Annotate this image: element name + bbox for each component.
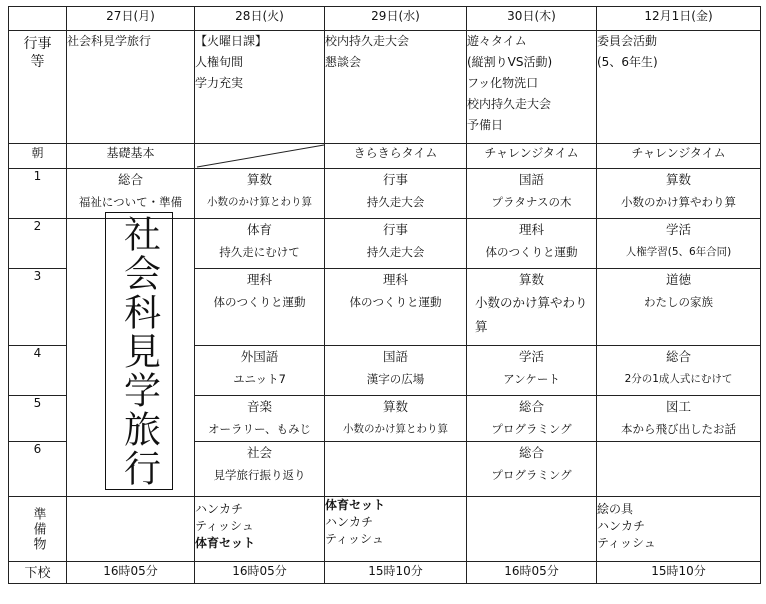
prep-item: ティッシュ xyxy=(195,519,254,533)
day-header-mon: 27日(月) xyxy=(67,7,195,31)
event-item: 校内持久走大会 xyxy=(467,97,552,111)
lesson-thu-3 xyxy=(467,269,597,346)
lesson-topic: 福祉について・準備 xyxy=(78,195,183,209)
prep-row xyxy=(9,497,761,562)
lesson-fri-3 xyxy=(597,269,761,346)
lesson-topic: 本から飛び出したお話 xyxy=(621,422,736,436)
day-header-wed: 29日(水) xyxy=(325,7,467,31)
dismissal-tue: 16時05分 xyxy=(195,562,325,584)
lesson-topic: 持久走にむけて xyxy=(219,245,300,259)
header-row xyxy=(9,7,761,31)
prep-item: 体育セット xyxy=(325,498,386,512)
lesson-topic: わたしの家族 xyxy=(644,295,713,309)
lesson-fri-5 xyxy=(597,396,761,442)
lesson-topic: プログラミング xyxy=(491,422,572,436)
period-label-6: 6 xyxy=(9,442,67,497)
lesson-tue-2 xyxy=(195,219,325,269)
lesson-fri-4 xyxy=(597,346,761,396)
lesson-topic: プログラミング xyxy=(491,468,572,482)
lesson-mon-1 xyxy=(67,169,195,219)
event-item: 社会科見学旅行 xyxy=(67,34,152,48)
event-item: 予備日 xyxy=(467,118,504,132)
lesson-topic: 体のつくりと運動 xyxy=(349,295,442,309)
lesson-subject: 図工 xyxy=(665,399,691,414)
corner-cell xyxy=(9,7,67,31)
prep-item: ハンカチ xyxy=(325,515,374,529)
events-thu xyxy=(467,31,597,144)
dismissal-wed: 15時10分 xyxy=(325,562,467,584)
event-item: 遊々タイム xyxy=(467,34,527,48)
lesson-topic: 2分の1成人式にむけて xyxy=(624,373,733,385)
event-item: 委員会活動 xyxy=(597,34,658,48)
lesson-wed-1 xyxy=(325,169,467,219)
event-item: 人権旬間 xyxy=(195,55,244,69)
lesson-tue-1 xyxy=(195,169,325,219)
lesson-topic: 持久走大会 xyxy=(366,245,425,259)
lesson-wed-2 xyxy=(325,219,467,269)
lesson-wed-6 xyxy=(325,442,467,497)
lesson-wed-3 xyxy=(325,269,467,346)
lesson-thu-5 xyxy=(467,396,597,442)
lesson-topic: 人権学習(5、6年合同) xyxy=(625,246,732,258)
morning-row xyxy=(9,144,761,169)
lesson-topic: プラタナスの木 xyxy=(491,195,572,209)
dismissal-thu: 16時05分 xyxy=(467,562,597,584)
lesson-thu-6 xyxy=(467,442,597,497)
lesson-subject: 社会 xyxy=(246,445,272,460)
period-label-4: 4 xyxy=(9,346,67,396)
event-item: フッ化物洗口 xyxy=(467,76,539,90)
day-header-tue: 28日(火) xyxy=(195,7,325,31)
lesson-thu-1 xyxy=(467,169,597,219)
lesson-fri-2 xyxy=(597,219,761,269)
lesson-fri-1 xyxy=(597,169,761,219)
period-row-1 xyxy=(9,169,761,219)
lesson-topic: 小数のかけ算とわり算 xyxy=(343,423,448,435)
lesson-wed-5 xyxy=(325,396,467,442)
prep-wed xyxy=(325,497,467,562)
prep-item: ティッシュ xyxy=(597,536,656,550)
event-item: 【火曜日課】 xyxy=(195,34,268,48)
events-mon xyxy=(67,31,195,144)
lesson-subject: 学活 xyxy=(665,222,691,237)
lesson-subject: 国語 xyxy=(382,349,408,364)
lesson-topic: 小数のかけ算とわり算 xyxy=(207,196,312,208)
prep-thu xyxy=(467,497,597,562)
prep-mon xyxy=(67,497,195,562)
lesson-topic: 見学旅行振り返り xyxy=(213,468,306,482)
period-label-1: 1 xyxy=(9,169,67,219)
prep-item: 体育セット xyxy=(195,536,256,550)
lesson-topic: オーラリー、もみじ xyxy=(207,422,312,436)
event-item: 学力充実 xyxy=(195,76,244,90)
morning-thu: チャレンジタイム xyxy=(467,144,597,169)
lesson-thu-2 xyxy=(467,219,597,269)
events-label xyxy=(9,31,67,144)
lesson-subject: 総合 xyxy=(117,172,143,187)
lesson-subject: 算数 xyxy=(518,272,544,287)
event-item: (縦割りVS活動) xyxy=(467,55,553,69)
lesson-subject: 行事 xyxy=(382,222,408,237)
dismissal-mon: 16時05分 xyxy=(67,562,195,584)
lesson-subject: 理科 xyxy=(382,272,408,287)
lesson-wed-4 xyxy=(325,346,467,396)
prep-item: ハンカチ xyxy=(597,519,646,533)
events-row xyxy=(9,31,761,144)
dismissal-fri: 15時10分 xyxy=(597,562,761,584)
period-label-2: 2 xyxy=(9,219,67,269)
prep-item: 絵の具 xyxy=(597,502,634,516)
lesson-subject: 総合 xyxy=(518,445,544,460)
day-header-fri: 12月1日(金) xyxy=(597,7,761,31)
lesson-subject: 行事 xyxy=(382,172,408,187)
lesson-subject: 体育 xyxy=(246,222,272,237)
lesson-subject: 国語 xyxy=(518,172,544,187)
lesson-subject: 理科 xyxy=(246,272,272,287)
lesson-tue-3 xyxy=(195,269,325,346)
day-header-thu: 30日(木) xyxy=(467,7,597,31)
lesson-thu-4 xyxy=(467,346,597,396)
lesson-subject: 算数 xyxy=(665,172,691,187)
lesson-subject: 算数 xyxy=(246,172,272,187)
prep-item: ハンカチ xyxy=(195,502,244,516)
events-fri xyxy=(597,31,761,144)
morning-label: 朝 xyxy=(9,144,67,169)
period-label-5: 5 xyxy=(9,396,67,442)
lesson-subject: 総合 xyxy=(665,349,691,364)
lesson-subject: 音楽 xyxy=(246,399,272,414)
event-item: 校内持久走大会 xyxy=(325,34,410,48)
prep-item: ティッシュ xyxy=(325,532,384,546)
lesson-subject: 道徳 xyxy=(665,272,691,287)
lesson-subject: 理科 xyxy=(518,222,544,237)
lesson-fri-6 xyxy=(597,442,761,497)
field-trip-banner xyxy=(105,212,173,490)
events-tue xyxy=(195,31,325,144)
period-label-3: 3 xyxy=(9,269,67,346)
morning-wed: きらきらタイム xyxy=(325,144,467,169)
lesson-subject: 外国語 xyxy=(240,349,279,364)
events-wed xyxy=(325,31,467,144)
lesson-tue-5 xyxy=(195,396,325,442)
dismissal-row xyxy=(9,562,761,584)
events-label-text: 行事等 xyxy=(23,36,52,70)
lesson-tue-4 xyxy=(195,346,325,396)
morning-tue xyxy=(195,144,325,169)
lesson-subject: 総合 xyxy=(518,399,544,414)
event-item: 懇談会 xyxy=(325,55,362,69)
lesson-topic: 漢字の広場 xyxy=(366,372,425,386)
event-item: (5、6年生) xyxy=(597,55,658,69)
lesson-topic: ユニット7 xyxy=(233,372,286,386)
lesson-topic: 体のつくりと運動 xyxy=(213,295,306,309)
field-trip-banner-text: 社会科見学旅行 xyxy=(117,214,161,488)
lesson-subject: 学活 xyxy=(518,349,544,364)
prep-tue xyxy=(195,497,325,562)
lesson-tue-6 xyxy=(195,442,325,497)
prep-label-text: 準備物 xyxy=(30,506,46,552)
lesson-topic: 体のつくりと運動 xyxy=(485,245,578,259)
dismissal-label: 下校 xyxy=(9,562,67,584)
morning-fri: チャレンジタイム xyxy=(597,144,761,169)
lesson-topic: 小数のかけ算やわり算 xyxy=(621,195,736,209)
lesson-topic: 小数のかけ算やわり算 xyxy=(475,295,588,334)
prep-label xyxy=(9,497,67,562)
lesson-topic: 持久走大会 xyxy=(366,195,425,209)
lesson-topic: アンケート xyxy=(503,372,560,386)
morning-mon: 基礎基本 xyxy=(67,144,195,169)
prep-fri xyxy=(597,497,761,562)
lesson-subject: 算数 xyxy=(382,399,408,414)
